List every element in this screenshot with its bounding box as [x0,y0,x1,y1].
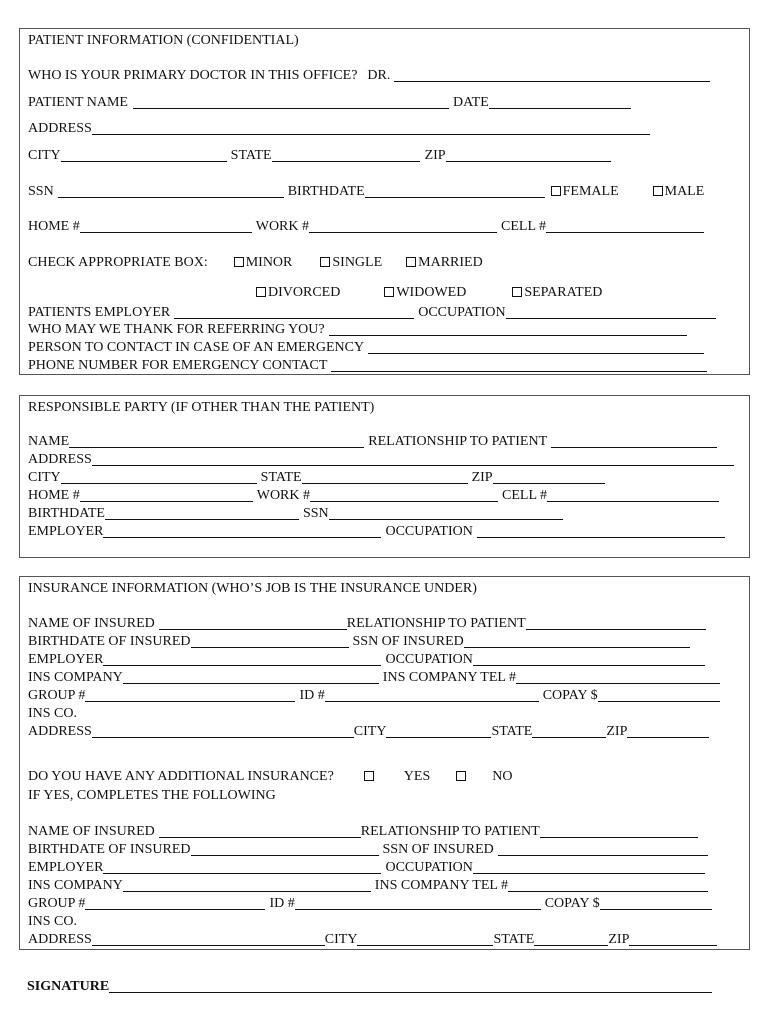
ssn-birthdate-row [28,184,704,200]
marital-row-2 [256,285,602,301]
responsible-home-field[interactable] [80,488,253,502]
insured2-birthdate-label: BIRTHDATE OF INSURED [28,842,191,857]
insured-name-field[interactable] [159,616,347,630]
ins-city-field[interactable] [386,724,491,738]
responsible-cell-label: CELL # [502,488,547,503]
responsible-city-label: CITY [28,470,61,485]
responsible-ssn-label: SSN [302,506,329,521]
group-field[interactable] [85,688,295,702]
no-checkbox[interactable] [456,771,466,781]
responsible-name-row [28,434,717,450]
insured-ssn-field[interactable] [464,634,690,648]
insurance-information-section [19,576,750,950]
widowed-checkbox[interactable] [384,287,394,297]
ins2-co-label: INS CO. [28,914,78,929]
ins2-company-tel-field[interactable] [508,878,708,892]
responsible-birthdate-field[interactable] [105,506,299,520]
home-phone-label: HOME # [28,219,80,234]
primary-doctor-label: WHO IS YOUR PRIMARY DOCTOR IN THIS OFFICE? [28,68,358,83]
responsible-section-title: RESPONSIBLE PARTY (IF OTHER THAN THE PATIENT) [28,400,375,415]
ins-company-tel-field[interactable] [516,670,720,684]
insured-birthdate-label: BIRTHDATE OF INSURED [28,634,191,649]
copay2-label: COPAY $ [544,896,600,911]
female-label: FEMALE [562,184,619,199]
responsible-name-label: NAME [28,434,70,449]
insured-employer-field[interactable] [103,652,381,666]
cell-phone-field[interactable] [546,219,704,233]
ins-state-field[interactable] [532,724,606,738]
male-label: MALE [664,184,705,199]
responsible-address-label: ADDRESS [28,452,92,467]
home-phone-field[interactable] [80,219,252,233]
address-label: ADDRESS [28,121,92,136]
insured-birthdate-field[interactable] [191,634,349,648]
no-label: NO [492,769,513,784]
state-label: STATE [230,148,272,163]
ins-co-label: INS CO. [28,706,78,721]
patient-section-title: PATIENT INFORMATION (CONFIDENTIAL) [28,33,299,48]
signature-row [27,979,712,995]
ins-zip-field[interactable] [627,724,709,738]
work-phone-label: WORK # [255,219,310,234]
responsible-relationship-field[interactable] [551,434,717,448]
referral-field[interactable] [329,322,687,336]
insured2-ssn-label: SSN OF INSURED [382,842,494,857]
insurance-section-title: INSURANCE INFORMATION (WHO’S JOB IS THE INSURANCE UNDER) [28,581,477,596]
responsible-zip-field[interactable] [493,470,605,484]
ins-company-label: INS COMPANY [28,670,123,685]
state-field[interactable] [272,148,420,162]
insured2-occupation-field[interactable] [473,860,705,874]
insured-employer-label: EMPLOYER [28,652,104,667]
ssn-label: SSN [28,184,54,199]
ssn-field[interactable] [58,184,284,198]
check-box-label: CHECK APPROPRIATE BOX: [28,255,208,270]
additional-insurance-label: DO YOU HAVE ANY ADDITIONAL INSURANCE? [28,769,334,784]
responsible-state-field[interactable] [302,470,468,484]
signature-field[interactable] [109,979,712,993]
address-field[interactable] [92,121,650,135]
responsible-home-label: HOME # [28,488,80,503]
responsible-work-field[interactable] [310,488,498,502]
employer-label: PATIENTS EMPLOYER [28,305,171,320]
patient-name-row [28,95,631,111]
if-yes-label: IF YES, COMPLETES THE FOLLOWING [28,788,276,803]
phone-row [28,219,704,235]
date-field[interactable] [489,95,631,109]
copay2-field[interactable] [600,896,712,910]
group2-id-copay-row [28,896,712,912]
insured-name-label: NAME OF INSURED [28,616,155,631]
ins-address-field[interactable] [92,724,354,738]
insured2-employer-row [28,860,705,876]
responsible-occupation-label: OCCUPATION [385,524,473,539]
referral-row [28,322,687,338]
insured2-employer-label: EMPLOYER [28,860,104,875]
insured-relationship-field[interactable] [526,616,706,630]
ins2-state-field[interactable] [534,932,608,946]
ins-zip-label: ZIP [606,724,628,739]
responsible-employer-field[interactable] [103,524,381,538]
copay-field[interactable] [598,688,720,702]
divorced-checkbox[interactable] [256,287,266,297]
primary-doctor-row [28,68,710,84]
copay-label: COPAY $ [542,688,598,703]
ins2-address-row [28,932,717,948]
emergency-phone-label: PHONE NUMBER FOR EMERGENCY CONTACT [28,358,328,373]
insured2-ssn-field[interactable] [498,842,708,856]
signature-label: SIGNATURE [27,979,110,994]
id-label: ID # [299,688,325,703]
ins-company-row [28,670,720,686]
responsible-occupation-field[interactable] [477,524,725,538]
responsible-address-row [28,452,734,468]
insured2-relationship-field[interactable] [540,824,698,838]
id2-field[interactable] [295,896,541,910]
separated-label: SEPARATED [524,285,603,300]
responsible-birthdate-label: BIRTHDATE [28,506,105,521]
ins2-company-row [28,878,708,894]
emergency-phone-row [28,358,707,374]
responsible-ssn-field[interactable] [329,506,563,520]
birthdate-label: BIRTHDATE [287,184,365,199]
zip-field[interactable] [446,148,611,162]
city-state-zip-row [28,148,611,164]
responsible-city-row [28,470,605,486]
responsible-work-label: WORK # [256,488,311,503]
additional-insurance-row [28,769,512,785]
employer-field[interactable] [174,305,414,319]
responsible-cell-field[interactable] [547,488,719,502]
male-checkbox[interactable] [653,186,663,196]
ins2-state-label: STATE [493,932,535,947]
ins-company-field[interactable] [123,670,379,684]
responsible-city-field[interactable] [61,470,257,484]
dr-label: DR. [367,68,391,83]
insured-occupation-field[interactable] [473,652,705,666]
zip-label: ZIP [424,148,446,163]
yes-checkbox[interactable] [364,771,374,781]
patient-name-label: PATIENT NAME [28,95,128,110]
insured2-birthdate-row [28,842,708,858]
ins2-zip-field[interactable] [629,932,717,946]
married-checkbox[interactable] [406,257,416,267]
insured-ssn-label: SSN OF INSURED [352,634,464,649]
responsible-relationship-label: RELATIONSHIP TO PATIENT [368,434,548,449]
address-row [28,121,650,137]
ins2-company-tel-label: INS COMPANY TEL # [374,878,508,893]
insured2-relationship-label: RELATIONSHIP TO PATIENT [360,824,540,839]
ins2-address-field[interactable] [92,932,325,946]
female-checkbox[interactable] [551,186,561,196]
ins2-zip-label: ZIP [608,932,630,947]
occupation-label: OCCUPATION [418,305,506,320]
birthdate-field[interactable] [365,184,545,198]
id2-label: ID # [269,896,295,911]
work-phone-field[interactable] [309,219,497,233]
primary-doctor-field[interactable] [394,68,710,82]
insured-birthdate-row [28,634,690,650]
group-label: GROUP # [28,688,86,703]
responsible-birthdate-row [28,506,563,522]
responsible-phone-row [28,488,719,504]
divorced-label: DIVORCED [268,285,341,300]
responsible-party-section [19,395,750,558]
minor-checkbox[interactable] [234,257,244,267]
insured-employer-row [28,652,705,668]
ins-address-row [28,724,709,740]
cell-phone-label: CELL # [501,219,546,234]
emergency-person-field[interactable] [368,340,704,354]
ins2-address-label: ADDRESS [28,932,92,947]
referral-label: WHO MAY WE THANK FOR REFERRING YOU? [28,322,325,337]
married-label: MARRIED [418,255,483,270]
emergency-person-row [28,340,704,356]
insured-name-row [28,616,706,632]
insured2-name-field[interactable] [159,824,361,838]
insured-relationship-label: RELATIONSHIP TO PATIENT [346,616,526,631]
ins-state-label: STATE [491,724,533,739]
ins-company-tel-label: INS COMPANY TEL # [382,670,516,685]
insured2-employer-field[interactable] [103,860,381,874]
occupation-field[interactable] [506,305,716,319]
patient-name-field[interactable] [133,95,449,109]
marital-row-1 [28,255,483,271]
yes-label: YES [403,769,431,784]
single-label: SINGLE [332,255,383,270]
separated-checkbox[interactable] [512,287,522,297]
date-label: DATE [452,95,489,110]
group2-label: GROUP # [28,896,86,911]
ins-city-label: CITY [353,724,387,739]
responsible-zip-label: ZIP [471,470,493,485]
emergency-phone-field[interactable] [331,358,707,372]
insured2-name-row [28,824,698,840]
emergency-person-label: PERSON TO CONTACT IN CASE OF AN EMERGENCY [28,340,365,355]
group2-field[interactable] [85,896,265,910]
insured2-occupation-label: OCCUPATION [385,860,473,875]
minor-label: MINOR [245,255,293,270]
responsible-name-field[interactable] [69,434,364,448]
ins-address-label: ADDRESS [28,724,92,739]
responsible-address-field[interactable] [92,452,734,466]
ins2-city-label: CITY [324,932,358,947]
responsible-employer-row [28,524,725,540]
id-field[interactable] [325,688,539,702]
ins2-company-label: INS COMPANY [28,878,123,893]
responsible-employer-label: EMPLOYER [28,524,104,539]
insured2-birthdate-field[interactable] [191,842,379,856]
patient-information-section [19,28,750,375]
widowed-label: WIDOWED [396,285,467,300]
insured-occupation-label: OCCUPATION [385,652,473,667]
ins2-company-field[interactable] [123,878,371,892]
group-id-copay-row [28,688,720,704]
city-field[interactable] [61,148,227,162]
insured2-name-label: NAME OF INSURED [28,824,155,839]
employer-row [28,305,716,321]
responsible-state-label: STATE [260,470,302,485]
city-label: CITY [28,148,61,163]
ins2-city-field[interactable] [357,932,493,946]
single-checkbox[interactable] [320,257,330,267]
